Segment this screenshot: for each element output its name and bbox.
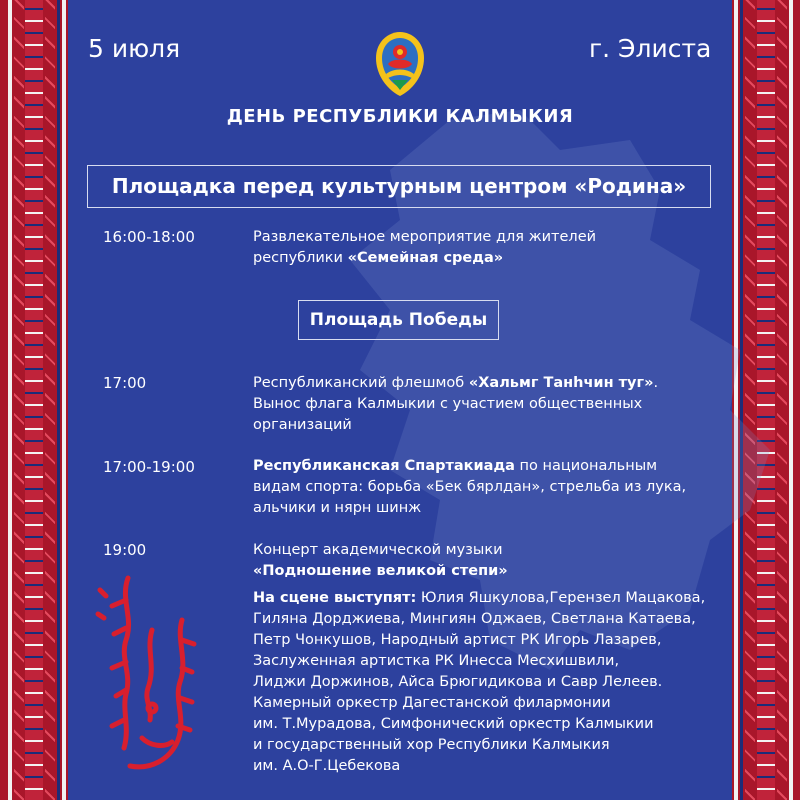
event-text-line: республики «Семейная среда» <box>253 250 504 266</box>
mongolian-calligraphy-icon <box>90 570 205 785</box>
event-time: 16:00-18:00 <box>103 228 195 246</box>
coat-of-arms-icon <box>372 30 428 98</box>
event-text-line: видам спорта: борьба «Бек бярлдан», стрельба из лука, <box>253 479 687 495</box>
event-text-line: Республиканская Спартакиада по национальным <box>253 458 658 474</box>
performers-line: Заслуженная артистка РК Инесса Месхишвили, <box>253 653 620 669</box>
event-text-line: Республиканский флешмоб «Хальмг Танhчин тyг». <box>253 375 659 391</box>
performers-line: На сцене выступят: Юлия Яшкулова,Герензел Мацакова, <box>253 590 706 606</box>
event-time: 17:00-19:00 <box>103 458 195 476</box>
event-text-line: «Подношение великой степи» <box>253 563 508 579</box>
event-city: г. Элиста <box>589 34 712 63</box>
performers-line: и государственный хор Республики Калмыкия <box>253 737 610 753</box>
performers-line: Камерный оркестр Дагестанской филармонии <box>253 695 611 711</box>
event-description <box>253 456 723 519</box>
venue-rodina-header: Площадка перед культурным центром «Родина» <box>87 165 711 208</box>
event-text-line: Концерт академической музыки <box>253 542 503 558</box>
event-description <box>253 373 723 436</box>
performers-line: им. А.О-Г.Цебекова <box>253 758 401 774</box>
event-date: 5 июля <box>88 34 181 63</box>
event-time: 17:00 <box>103 374 147 392</box>
event-text-line: альчики и нярн шинж <box>253 500 422 516</box>
venue-victory-square-header: Площадь Победы <box>298 300 499 340</box>
event-text-line: Развлекательное мероприятие для жителей <box>253 229 597 245</box>
performers-line: им. Т.Мурадова, Симфонический оркестр Калмыкии <box>253 716 654 732</box>
event-text-line: Вынос флага Калмыкии с участием общественных <box>253 396 643 412</box>
page-title: ДЕНЬ РЕСПУБЛИКИ КАЛМЫКИЯ <box>226 106 574 127</box>
performers-line: Лиджи Доржинов, Айса Брюгидикова и Савр Лелеев. <box>253 674 663 690</box>
performers-line: Гиляна Дорджиева, Мингиян Оджаев, Светлана Катаева, <box>253 611 696 627</box>
performers-line: Петр Чонкушов, Народный артист РК Игорь Лазарев, <box>253 632 662 648</box>
event-text-line: организаций <box>253 417 352 433</box>
event-description <box>253 227 723 269</box>
event-description <box>253 540 723 777</box>
event-time: 19:00 <box>103 541 147 559</box>
